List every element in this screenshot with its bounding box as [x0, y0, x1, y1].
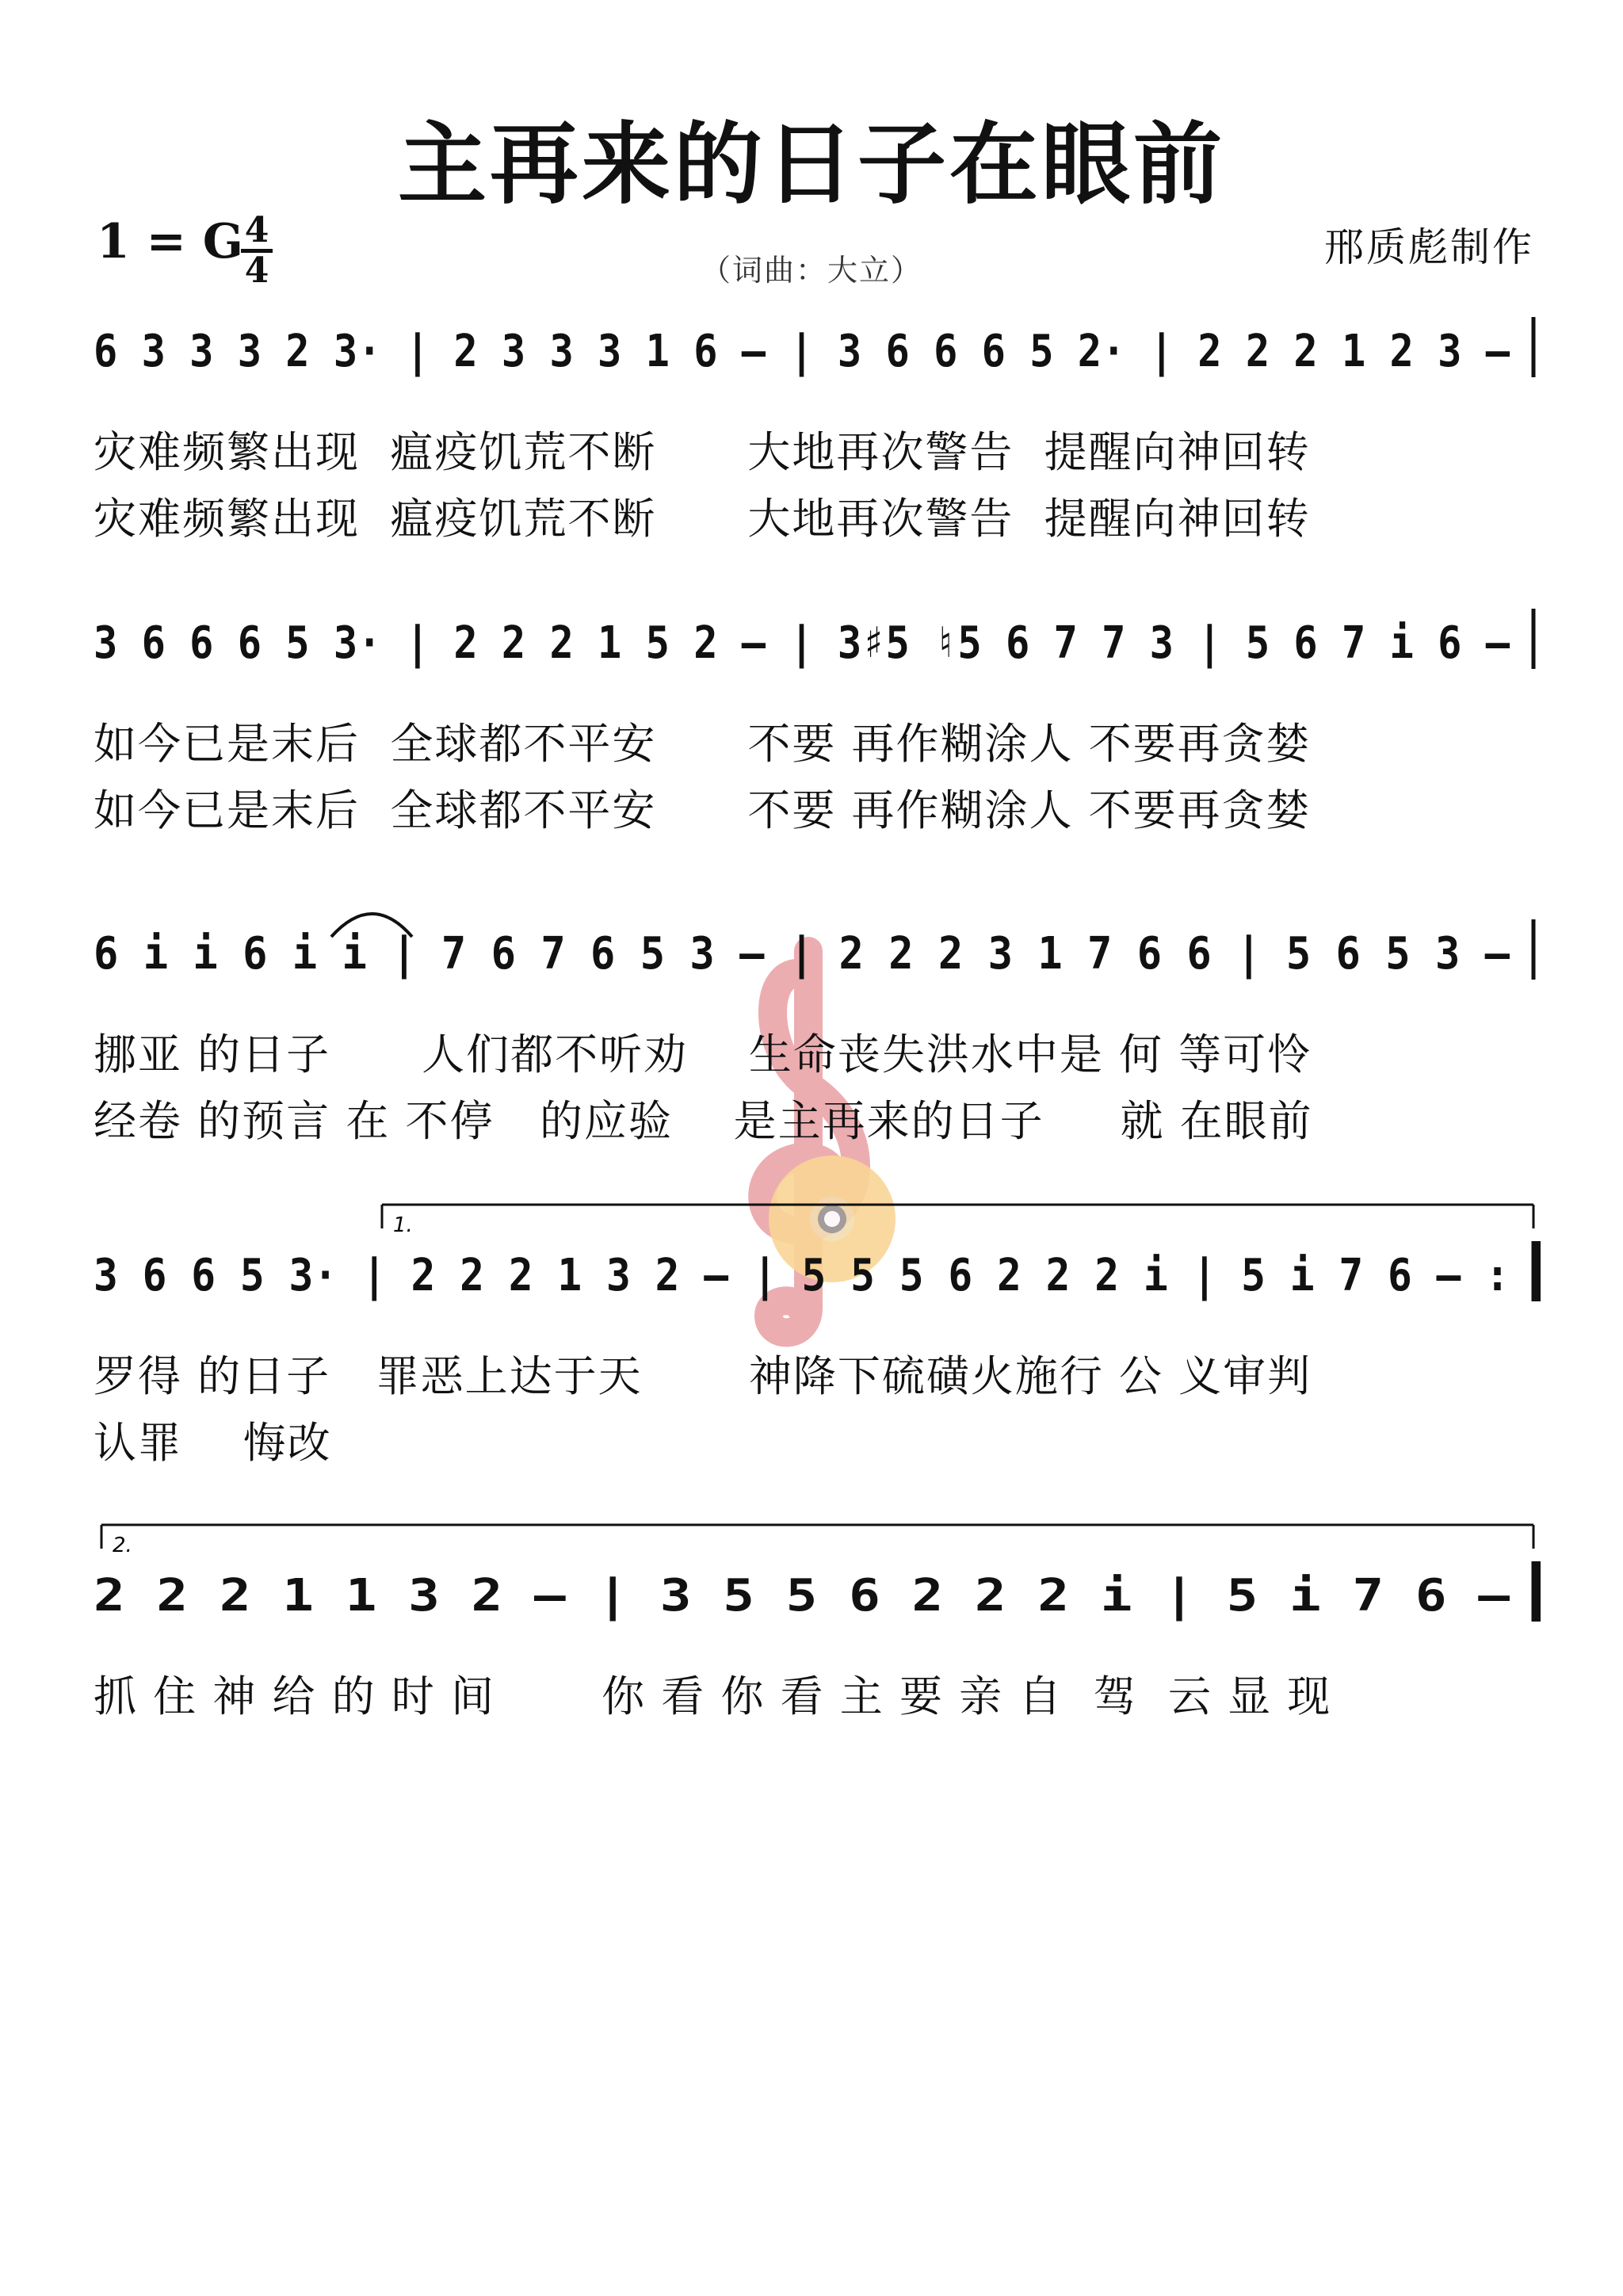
time-signature-bottom: 4 [244, 250, 269, 291]
lyric-line: 灾难频繁出现 瘟疫饥荒不断 大地再次警告 提醒向神回转 [94, 427, 1311, 477]
notation-line: 6 i i 6 i i | 7 6 7 6 5 3 – | 2 2 2 3 1 7 6 6 | 5 6 5 3 – [94, 928, 1510, 980]
lyric-line: 挪亚 的日子 人们都不听劝 生命丧失洪水中是 何 等可怜 [94, 1030, 1312, 1079]
lyric-line: 罗得 的日子 罪恶上达于天 神降下硫磺火施行 公 义审判 [94, 1351, 1312, 1401]
lyric-line: 如今已是末后 全球都不平安 不要 再作糊涂人 不要再贪婪 [94, 785, 1311, 835]
lyric-line: 如今已是末后 全球都不平安 不要 再作糊涂人 不要再贪婪 [94, 719, 1311, 769]
notation-line: 3 6 6 6 5 3· | 2 2 2 1 5 2 – | 3♯5 ♮5 6 7 7 3 | 5 6 7 i 6 – [94, 617, 1510, 669]
time-signature-top: 4 [244, 210, 269, 250]
volta-bracket [101, 1525, 1533, 1557]
notation-line: 2 2 2 1 1 3 2 – | 3 5 5 6 2 2 2 i | 5 i 7 6 – [94, 1570, 1510, 1622]
credits: （词曲：大立） [700, 253, 922, 288]
lyric-line: 抓 住 神 给 的 时 间 你 看 你 看 主 要 亲 自 驾 云 显 现 [94, 1671, 1332, 1721]
volta-label: 1. [393, 1213, 413, 1237]
arranger: 邢质彪制作 [1324, 224, 1534, 270]
lyric-line: 经卷 的预言 在 不停 的应验 是主再来的日子 就 在眼前 [94, 1096, 1313, 1146]
volta-label: 2. [113, 1534, 132, 1557]
notation-line: 3 6 6 5 3· | 2 2 2 1 3 2 – | 5 5 5 6 2 2 2 i | 5 i 7 6 – : [94, 1250, 1510, 1301]
volta-bracket [382, 1205, 1533, 1237]
song-title: 主再来的日子在眼前 [398, 113, 1225, 216]
notation-line: 6 3 3 3 2 3· | 2 3 3 3 1 6 – | 3 6 6 6 5 2· | 2 2 2 1 2 3 – [94, 326, 1510, 377]
lyric-line: 认罪 悔改 [94, 1418, 332, 1468]
key-signature: 1 = G [97, 214, 244, 269]
lyric-line: 灾难频繁出现 瘟疫饥荒不断 大地再次警告 提醒向神回转 [94, 494, 1311, 544]
